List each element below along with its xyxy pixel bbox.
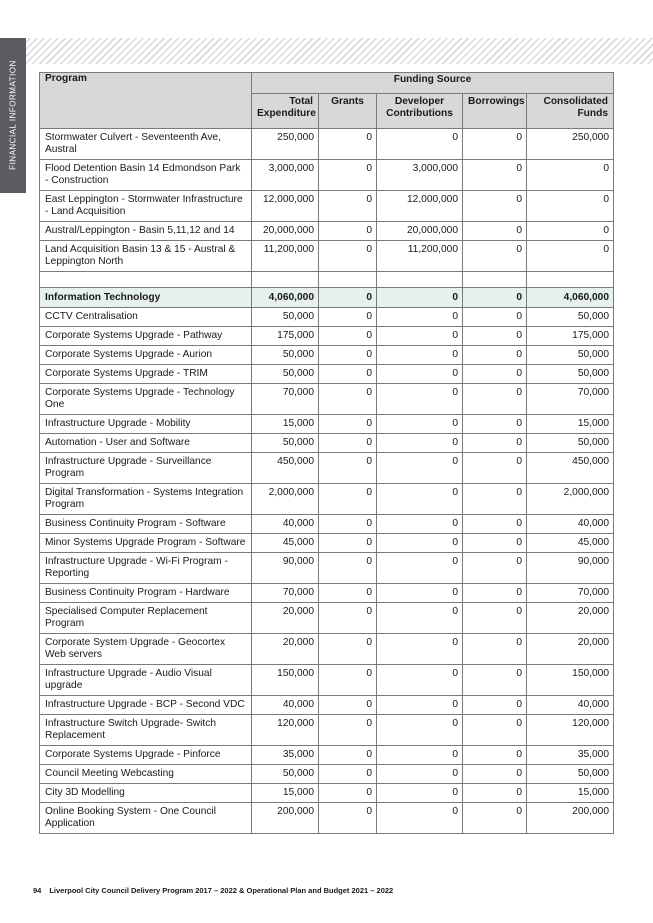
value-cell: 0 (463, 384, 527, 415)
value-cell: 15,000 (527, 784, 614, 803)
value-cell: 4,060,000 (527, 288, 614, 308)
value-cell: 200,000 (252, 803, 319, 834)
value-cell: 2,000,000 (527, 484, 614, 515)
empty-cell (40, 272, 252, 288)
value-cell: 20,000 (252, 603, 319, 634)
value-cell: 15,000 (252, 415, 319, 434)
value-cell: 0 (377, 327, 463, 346)
value-cell: 0 (377, 484, 463, 515)
program-name-cell: Stormwater Culvert - Seventeenth Ave, Austral (40, 129, 252, 160)
value-cell: 0 (319, 746, 377, 765)
value-cell: 0 (377, 696, 463, 715)
value-cell: 50,000 (252, 434, 319, 453)
value-cell: 0 (319, 415, 377, 434)
value-cell: 0 (319, 603, 377, 634)
value-cell: 0 (463, 784, 527, 803)
decorative-hatch-band (22, 38, 653, 64)
value-cell: 0 (319, 241, 377, 272)
value-cell: 0 (463, 453, 527, 484)
value-cell: 15,000 (252, 784, 319, 803)
page-footer (33, 886, 393, 895)
program-name-cell: Austral/Leppington - Basin 5,11,12 and 14 (40, 222, 252, 241)
value-cell: 35,000 (252, 746, 319, 765)
page-number: 94 (33, 886, 42, 895)
value-cell: 90,000 (527, 553, 614, 584)
borrowings-header: Borrowings (463, 94, 527, 129)
value-cell: 0 (463, 434, 527, 453)
table-row (40, 746, 614, 765)
value-cell: 0 (377, 634, 463, 665)
program-name-cell: Corporate System Upgrade - Geocortex Web servers (40, 634, 252, 665)
value-cell: 0 (377, 746, 463, 765)
value-cell: 50,000 (252, 765, 319, 784)
table-row (40, 715, 614, 746)
value-cell: 50,000 (527, 365, 614, 384)
value-cell: 0 (463, 553, 527, 584)
value-cell: 50,000 (527, 308, 614, 327)
empty-cell (527, 272, 614, 288)
consolidated-funds-header: Consolidated Funds (527, 94, 614, 129)
value-cell: 0 (377, 765, 463, 784)
value-cell: 50,000 (527, 434, 614, 453)
value-cell: 20,000,000 (252, 222, 319, 241)
value-cell: 12,000,000 (252, 191, 319, 222)
value-cell: 0 (463, 365, 527, 384)
value-cell: 0 (319, 634, 377, 665)
value-cell: 0 (377, 784, 463, 803)
value-cell: 70,000 (252, 384, 319, 415)
value-cell: 50,000 (252, 346, 319, 365)
value-cell: 0 (377, 434, 463, 453)
value-cell: 0 (463, 222, 527, 241)
table-body (40, 129, 614, 834)
table-row (40, 634, 614, 665)
value-cell: 0 (527, 222, 614, 241)
program-name-cell: Automation - User and Software (40, 434, 252, 453)
value-cell: 0 (377, 384, 463, 415)
value-cell: 20,000 (527, 634, 614, 665)
table-row (40, 434, 614, 453)
value-cell: 200,000 (527, 803, 614, 834)
table-row (40, 603, 614, 634)
program-name-cell: Corporate Systems Upgrade - Pathway (40, 327, 252, 346)
program-name-cell: Infrastructure Upgrade - BCP - Second VDC (40, 696, 252, 715)
value-cell: 0 (319, 384, 377, 415)
program-column-header: Program (40, 73, 252, 129)
program-name-cell: Infrastructure Upgrade - Surveillance Program (40, 453, 252, 484)
value-cell: 0 (319, 308, 377, 327)
table-row (40, 803, 614, 834)
value-cell: 0 (377, 553, 463, 584)
value-cell: 0 (463, 803, 527, 834)
value-cell: 0 (527, 160, 614, 191)
value-cell: 50,000 (527, 346, 614, 365)
value-cell: 40,000 (252, 515, 319, 534)
value-cell: 150,000 (252, 665, 319, 696)
value-cell: 0 (463, 634, 527, 665)
table-row (40, 308, 614, 327)
spacer-row (40, 272, 614, 288)
value-cell: 0 (463, 696, 527, 715)
program-name-cell: Land Acquisition Basin 13 & 15 - Austral & Leppington North (40, 241, 252, 272)
value-cell: 0 (463, 346, 527, 365)
table-row (40, 765, 614, 784)
value-cell: 175,000 (252, 327, 319, 346)
value-cell: 20,000,000 (377, 222, 463, 241)
table-row (40, 484, 614, 515)
value-cell: 50,000 (252, 308, 319, 327)
program-name-cell: Online Booking System - One Council Application (40, 803, 252, 834)
value-cell: 0 (319, 434, 377, 453)
value-cell: 3,000,000 (252, 160, 319, 191)
table-row (40, 241, 614, 272)
program-name-cell: Business Continuity Program - Software (40, 515, 252, 534)
value-cell: 0 (463, 129, 527, 160)
program-name-cell: Corporate Systems Upgrade - Technology One (40, 384, 252, 415)
value-cell: 0 (319, 191, 377, 222)
program-name-cell: City 3D Modelling (40, 784, 252, 803)
value-cell: 4,060,000 (252, 288, 319, 308)
footer-text: Liverpool City Council Delivery Program 2017 – 2022 & Operational Plan and Budget 2021 – 2022 (49, 886, 394, 895)
funding-source-header: Funding Source (252, 73, 614, 94)
program-name-cell: Corporate Systems Upgrade - Aurion (40, 346, 252, 365)
value-cell: 45,000 (252, 534, 319, 553)
value-cell: 0 (377, 515, 463, 534)
value-cell: 0 (319, 553, 377, 584)
value-cell: 0 (319, 803, 377, 834)
value-cell: 0 (377, 453, 463, 484)
value-cell: 0 (463, 241, 527, 272)
value-cell: 0 (319, 160, 377, 191)
program-name-cell: Minor Systems Upgrade Program - Software (40, 534, 252, 553)
value-cell: 0 (377, 415, 463, 434)
value-cell: 0 (463, 288, 527, 308)
table-row (40, 327, 614, 346)
side-section-tab (0, 38, 26, 193)
program-name-cell: Corporate Systems Upgrade - Pinforce (40, 746, 252, 765)
value-cell: 0 (377, 534, 463, 553)
value-cell: 0 (377, 346, 463, 365)
table-row (40, 384, 614, 415)
value-cell: 0 (463, 746, 527, 765)
table-row (40, 160, 614, 191)
value-cell: 0 (463, 715, 527, 746)
value-cell: 0 (319, 327, 377, 346)
value-cell: 0 (377, 308, 463, 327)
value-cell: 12,000,000 (377, 191, 463, 222)
value-cell: 11,200,000 (377, 241, 463, 272)
value-cell: 0 (463, 415, 527, 434)
value-cell: 0 (319, 365, 377, 384)
value-cell: 20,000 (252, 634, 319, 665)
value-cell: 0 (527, 191, 614, 222)
program-name-cell: Specialised Computer Replacement Program (40, 603, 252, 634)
value-cell: 0 (319, 696, 377, 715)
value-cell: 0 (377, 803, 463, 834)
value-cell: 450,000 (527, 453, 614, 484)
value-cell: 0 (463, 484, 527, 515)
total-expenditure-header: Total Expenditure (252, 94, 319, 129)
value-cell: 120,000 (527, 715, 614, 746)
value-cell: 0 (377, 288, 463, 308)
value-cell: 0 (377, 129, 463, 160)
program-name-cell: Council Meeting Webcasting (40, 765, 252, 784)
value-cell: 3,000,000 (377, 160, 463, 191)
value-cell: 0 (463, 327, 527, 346)
value-cell: 50,000 (527, 765, 614, 784)
value-cell: 0 (319, 484, 377, 515)
table-row (40, 453, 614, 484)
section-row (40, 288, 614, 308)
table-row (40, 222, 614, 241)
value-cell: 2,000,000 (252, 484, 319, 515)
table-row (40, 415, 614, 434)
value-cell: 11,200,000 (252, 241, 319, 272)
side-tab-label: FINANCIAL INFORMATION (8, 60, 18, 170)
value-cell: 250,000 (252, 129, 319, 160)
empty-cell (319, 272, 377, 288)
value-cell: 0 (463, 765, 527, 784)
value-cell: 0 (319, 665, 377, 696)
value-cell: 150,000 (527, 665, 614, 696)
value-cell: 120,000 (252, 715, 319, 746)
program-name-cell: East Leppington - Stormwater Infrastructure - Land Acquisition (40, 191, 252, 222)
value-cell: 40,000 (527, 515, 614, 534)
value-cell: 0 (319, 129, 377, 160)
program-name-cell: CCTV Centralisation (40, 308, 252, 327)
value-cell: 0 (527, 241, 614, 272)
empty-cell (252, 272, 319, 288)
value-cell: 20,000 (527, 603, 614, 634)
table-row (40, 365, 614, 384)
grants-header: Grants (319, 94, 377, 129)
table-row (40, 665, 614, 696)
value-cell: 0 (319, 222, 377, 241)
value-cell: 0 (377, 365, 463, 384)
program-name-cell: Digital Transformation - Systems Integration Program (40, 484, 252, 515)
value-cell: 0 (319, 584, 377, 603)
value-cell: 0 (319, 784, 377, 803)
program-name-cell: Flood Detention Basin 14 Edmondson Park - Construction (40, 160, 252, 191)
program-name-cell: Infrastructure Switch Upgrade- Switch Replacement (40, 715, 252, 746)
program-name-cell: Corporate Systems Upgrade - TRIM (40, 365, 252, 384)
value-cell: 40,000 (527, 696, 614, 715)
value-cell: 50,000 (252, 365, 319, 384)
value-cell: 0 (463, 603, 527, 634)
value-cell: 45,000 (527, 534, 614, 553)
value-cell: 70,000 (527, 384, 614, 415)
value-cell: 0 (377, 584, 463, 603)
value-cell: 0 (463, 191, 527, 222)
value-cell: 0 (319, 453, 377, 484)
value-cell: 90,000 (252, 553, 319, 584)
table-row (40, 534, 614, 553)
value-cell: 0 (377, 665, 463, 696)
value-cell: 0 (463, 515, 527, 534)
empty-cell (377, 272, 463, 288)
value-cell: 0 (319, 288, 377, 308)
value-cell: 0 (319, 765, 377, 784)
value-cell: 0 (463, 584, 527, 603)
table-row (40, 784, 614, 803)
value-cell: 40,000 (252, 696, 319, 715)
table-row (40, 346, 614, 365)
value-cell: 0 (377, 715, 463, 746)
developer-contributions-header: Developer Contributions (377, 94, 463, 129)
program-name-cell: Infrastructure Upgrade - Mobility (40, 415, 252, 434)
value-cell: 15,000 (527, 415, 614, 434)
program-name-cell: Business Continuity Program - Hardware (40, 584, 252, 603)
table-row (40, 696, 614, 715)
value-cell: 0 (463, 534, 527, 553)
table-row (40, 584, 614, 603)
value-cell: 35,000 (527, 746, 614, 765)
value-cell: 450,000 (252, 453, 319, 484)
value-cell: 0 (377, 603, 463, 634)
value-cell: 250,000 (527, 129, 614, 160)
value-cell: 0 (463, 308, 527, 327)
table-row (40, 191, 614, 222)
value-cell: 0 (319, 715, 377, 746)
value-cell: 70,000 (252, 584, 319, 603)
empty-cell (463, 272, 527, 288)
funding-table (39, 72, 614, 834)
table-row (40, 553, 614, 584)
value-cell: 0 (319, 515, 377, 534)
table-row (40, 129, 614, 160)
value-cell: 0 (463, 160, 527, 191)
program-name-cell: Information Technology (40, 288, 252, 308)
program-name-cell: Infrastructure Upgrade - Wi-Fi Program - Reporting (40, 553, 252, 584)
value-cell: 175,000 (527, 327, 614, 346)
value-cell: 0 (463, 665, 527, 696)
value-cell: 0 (319, 534, 377, 553)
program-name-cell: Infrastructure Upgrade - Audio Visual upgrade (40, 665, 252, 696)
value-cell: 70,000 (527, 584, 614, 603)
value-cell: 0 (319, 346, 377, 365)
table-row (40, 515, 614, 534)
